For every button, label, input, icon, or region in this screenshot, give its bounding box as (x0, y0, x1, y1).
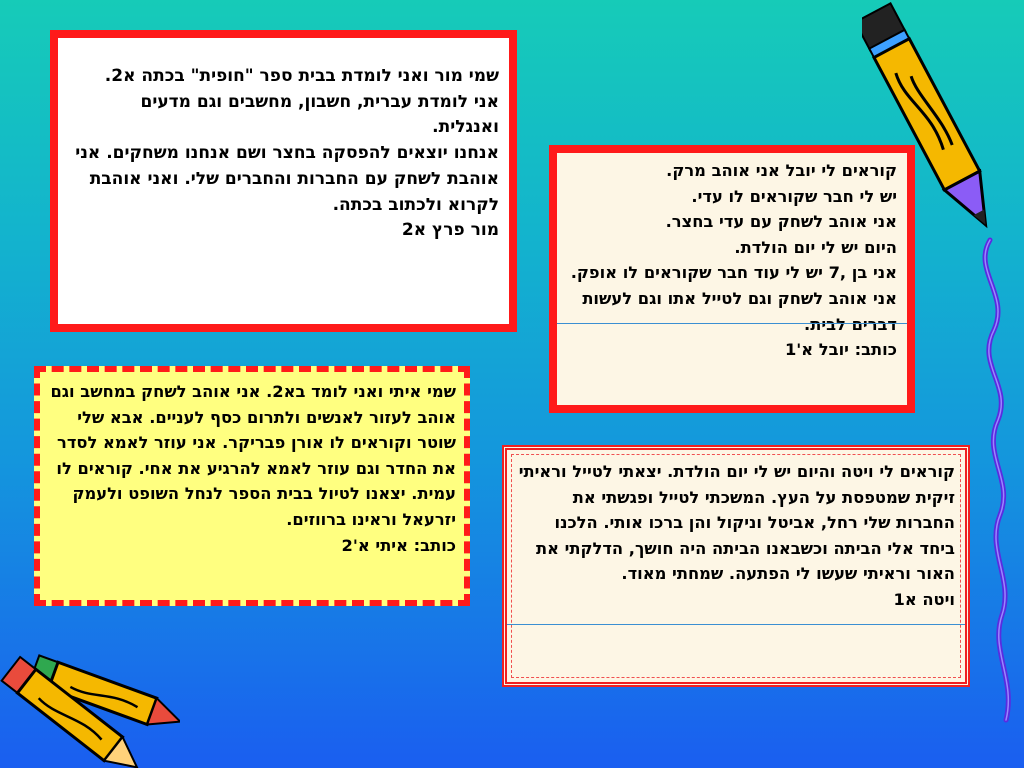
box-divider-line (507, 624, 965, 625)
text-box-mor (50, 30, 517, 332)
box-text-yuval: קוראים לי יובל אני אוהב מרק. יש לי חבר שקוראים לו עדי. אני אוהב לשחק עם עדי בחצר. היום יש לי יום הולדת. אני בן ,7 יש לי עוד חבר שקוראים לו אופק. אני אוהב לשחק וגם לטייל אתו וגם לעשות דברים לבית. כותב: יובל א'1 (570, 161, 897, 360)
box-divider-line (557, 323, 907, 324)
text-box-yuval (549, 145, 915, 413)
squiggle-line-icon (960, 235, 1024, 725)
text-box-iti (34, 366, 470, 606)
box-text-vita: קוראים לי ויטה והיום יש לי יום הולדת. יצאתי לטייל וראיתי זיקית שמטפסת על העץ. המשכתי לטייל ופגשתי את החברות שלי רחל, אביטל וניקול והן ברכו אותי. הלכנו ביחד אלי הביתה וכשבאנו הביתה היה חושך, הדלקתי את האור וראיתי שעשו לי הפתעה. שמחתי מאוד. ויטה א1 (518, 462, 955, 609)
box-text-mor: שמי מור ואני לומדת בבית ספר "חופית" בכתה א2. אני לומדת עברית, חשבון, מחשבים וגם מדעים ואנגלית. אנחנו יוצאים להפסקה בחצר ושם אנחנו משחקים. אני אוהבת לשחק עם החברות והחברים שלי. ואני אוהבת לקרוא ולכתוב בכתה. מור פרץ א2 (75, 66, 499, 241)
text-box-vita (502, 445, 970, 687)
pencil-icon (862, 2, 1002, 247)
box-text-iti: שמי איתי ואני לומד בא2. אני אוהב לשחק במחשב וגם אוהב לעזור לאנשים ולתרום כסף לעניים. אבא שלי שוטר וקוראים לו אורן פבריקר. אני עוזר לאמא לסדר את החדר וגם עוזר לאמא להרגיע את אחי. קוראים לו עמית. יצאנו לטיול בבית הספר לנחל השופט ולעמק יזרעאל וראינו ברווזים. כותב: איתי א'2 (50, 382, 456, 555)
pencil-icon (0, 615, 180, 768)
